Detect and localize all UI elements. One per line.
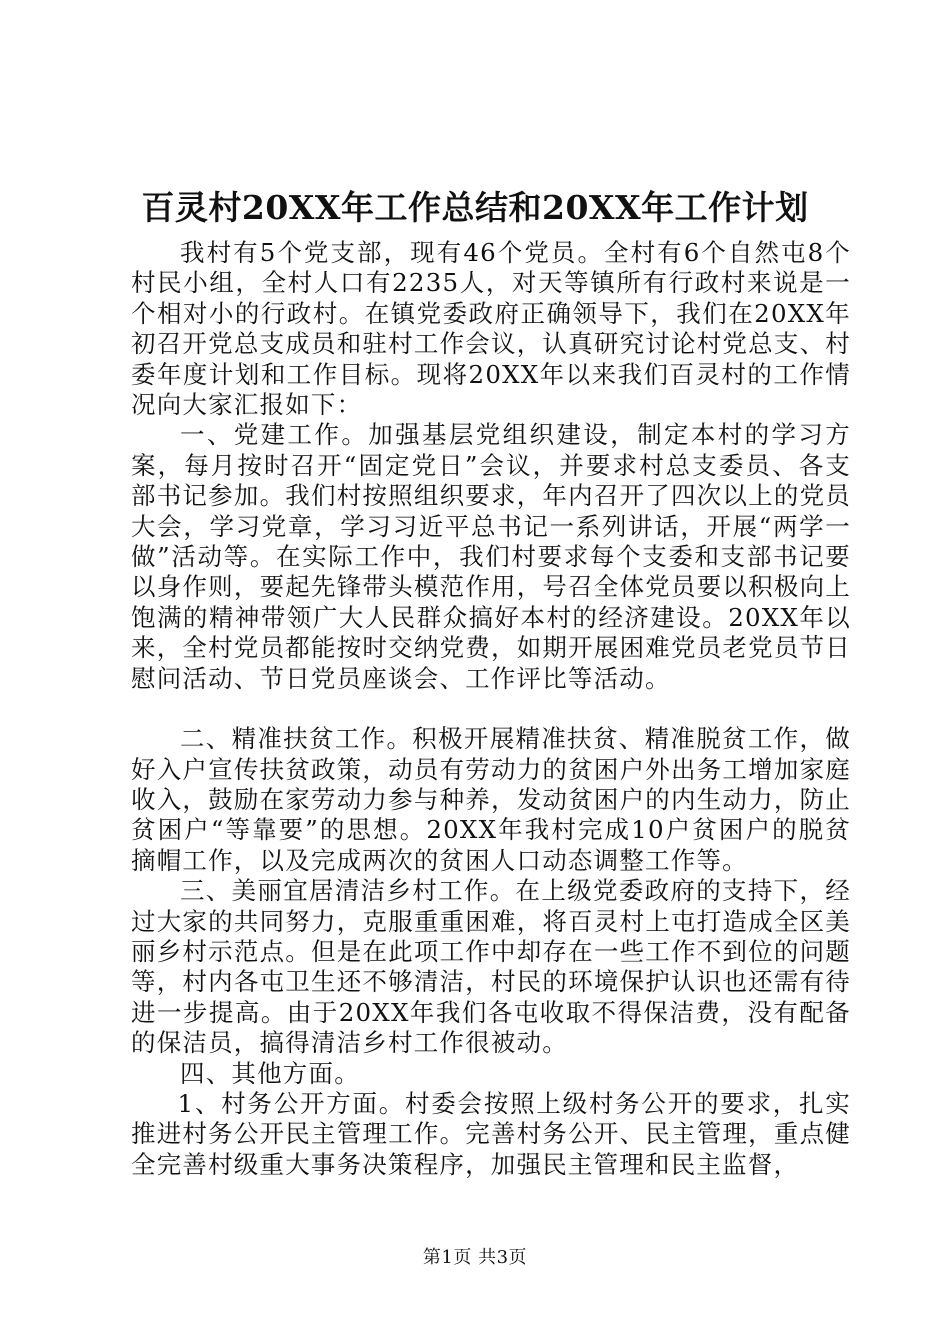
paragraph-clean-village: 三、美丽宜居清洁乡村工作。在上级党委政府的支持下，经过大家的共同努力，克服重重困难，将百灵村上屯打造成全区美丽乡村示范点。但是在此项工作中却存在一些工作不到位的问题等，村内各屯卫生还不够清洁，村民的环境保护认识也还需有待进一步提高。由于20XX年我们各屯收取不得保洁费，没有配备的保洁员，搞得清洁乡村工作很被动。 — [131, 876, 851, 1058]
paragraph-other-heading: 四、其他方面。 — [180, 1058, 360, 1088]
document-title: 百灵村20XX年工作总结和20XX年工作计划 — [141, 188, 809, 227]
paragraph-party-building: 一、党建工作。加强基层党组织建设，制定本村的学习方案，每月按时召开“固定党日”会议，并要求村总支委员、各支部书记参加。我们村按照组织要求，年内召开了四次以上的党员大会，学习党章，学习习近平总书记一系列讲话，开展“两学一做”活动等。在实际工作中，我们村要求每个支委和支部书记要以身作则，要起先锋带头模范作用，号召全体党员要以积极向上饱满的精神带领广大人民群众搞好本村的经济建设。20XX年以来，全村党员都能按时交纳党费，如期开展困难党员老党员节日慰问活动、节日党员座谈会、工作评比等活动。 — [131, 420, 851, 693]
page-footer: 第1页 共3页 — [422, 1247, 528, 1268]
paragraph-intro: 我村有5个党支部，现有46个党员。全村有6个自然屯8个村民小组，全村人口有2235人，对天等镇所有行政村来说是一个相对小的行政村。在镇党委政府正确领导下，我们在20XX年初召开党总支成员和驻村工作会议，认真研究讨论村党总支、村委年度计划和工作目标。现将20XX年以来我们百灵村的工作情况向大家汇报如下： — [131, 238, 851, 420]
paragraph-poverty-alleviation: 二、精准扶贫工作。积极开展精准扶贫、精准脱贫工作，做好入户宣传扶贫政策，动员有劳动力的贫困户外出务工增加家庭收入，鼓励在家劳动力参与种养，发动贫困户的内生动力，防止贫困户“等靠要”的思想。20XX年我村完成10户贫困户的脱贫摘帽工作，以及完成两次的贫困人口动态调整工作等。 — [131, 724, 851, 875]
document-body — [131, 238, 851, 1180]
paragraph-village-affairs: 1、村务公开方面。村委会按照上级村务公开的要求，扎实推进村务公开民主管理工作。完善村务公开、民主管理，重点健全完善村级重大事务决策程序，加强民主管理和民主监督， — [131, 1088, 851, 1179]
